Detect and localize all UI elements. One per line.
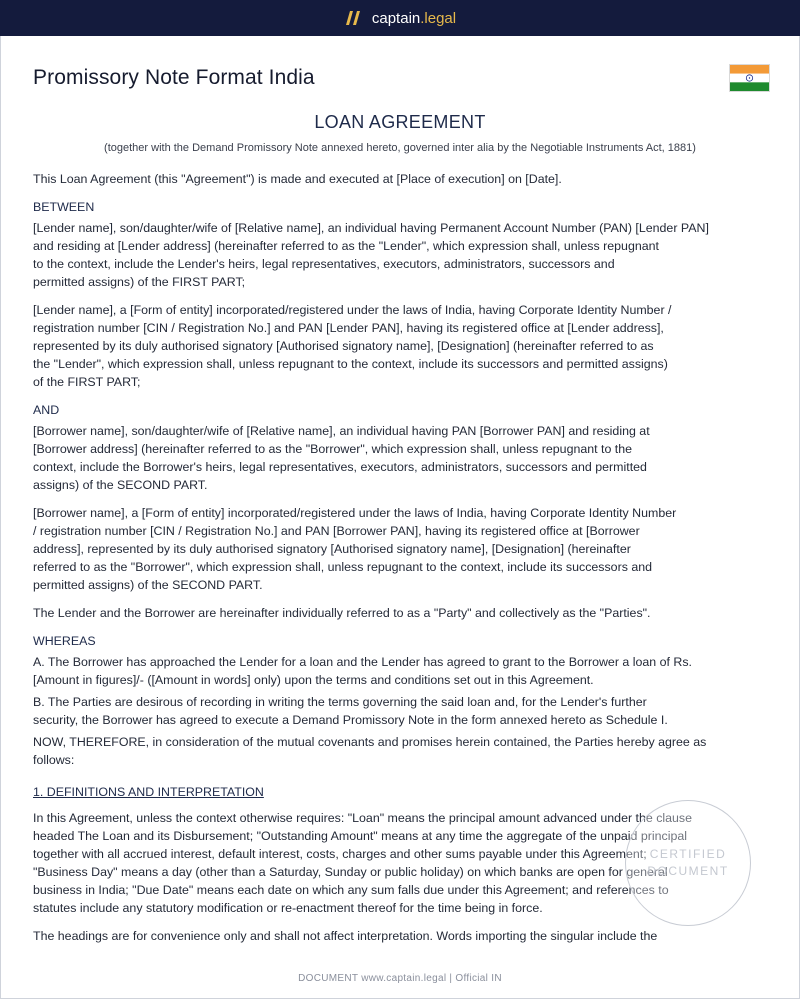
document-subheading: (together with the Demand Promissory Note annexed hereto, governed inter alia by the Negotiable Instruments Act, 1881) [104, 142, 696, 154]
document-frame [0, 36, 800, 999]
recital-a: A. The Borrower has approached the Lender for a loan and the Lender has agreed to grant to the Borrower a loan of Rs. [Amount in figures]/- ([Amount in words] only) upon the terms and conditions set out in this Agreement. [33, 655, 692, 687]
top-bar [0, 0, 800, 36]
stamp-line-2: DOCUMENT [647, 864, 729, 878]
stamp-line-1: CERTIFIED [649, 847, 727, 861]
certified-stamp [625, 800, 751, 926]
whereas-label: WHEREAS [33, 634, 96, 648]
footer-text: DOCUMENT www.captain.legal | Official IN [298, 973, 502, 984]
double-slash-logo-icon [344, 10, 364, 26]
parties-paragraph: The Lender and the Borrower are hereinafter individually referred to as a "Party" and collectively as the "Parties". [33, 606, 651, 620]
recital-b: B. The Parties are desirous of recording in writing the terms governing the said loan and, for the Lender's further security, the Borrower has agreed to execute a Demand Promissory Note in the form annexed hereto as Schedule I. [33, 695, 668, 727]
now-therefore-paragraph: NOW, THEREFORE, in consideration of the mutual covenants and promises herein contained, the Parties hereby agree as follows: [33, 735, 707, 767]
section-1-body-2: The headings are for convenience only and shall not affect interpretation. Words importing the singular include the [33, 929, 658, 943]
lender-entity-paragraph: [Lender name], a [Form of entity] incorporated/registered under the laws of India, having Corporate Identity Number / registration number [CIN / Registration No.] and PAN [Lender PAN], having its registered office at [Lender address], represented by its duly authorised signatory [Authorised signatory name], [Designation] (hereinafter referred to as the "Lender", which expression shall, unless repugnant to the context, include its successors and permitted assigns) of the FIRST PART; [33, 303, 672, 389]
page-title: Promissory Note Format India [33, 66, 315, 89]
brand-name: captain.legal [371, 9, 457, 27]
section-1-body: In this Agreement, unless the context otherwise requires: "Loan" means the principal amount advanced under the clause headed The Loan and its Disbursement; "Outstanding Amount" means at any time the aggregate of the unpaid principal together with all accrued interest, default interest, costs, charges and other sums payable under this Agreement; "Business Day" means a day (other than a Saturday, Sunday or public holiday) on which banks are open for general business in India; "Due Date" means each date on which any sum falls due under this Agreement; and references to statutes include any statutory modification or re-enactment thereof for the time being in force. [33, 811, 693, 915]
between-label: BETWEEN [33, 200, 95, 214]
and-label: AND [33, 403, 60, 417]
borrower-entity-paragraph: [Borrower name], a [Form of entity] incorporated/registered under the laws of India, having Corporate Identity Number / registration number [CIN / Registration No.] and PAN [Borrower PAN], having its registered office at [Borrower address], represented by its duly authorised signatory [Authorised signatory name], [Designation] (hereinafter referred to as the "Borrower", which expression shall, unless repugnant to the context, include its successors and permitted assigns) of the SECOND PART. [33, 506, 677, 592]
brand-logo-link[interactable] [344, 10, 456, 27]
intro-paragraph: This Loan Agreement (this "Agreement") is made and executed at [Place of execution] on [Date]. [33, 172, 562, 186]
lender-individual-paragraph: [Lender name], son/daughter/wife of [Relative name], an individual having Permanent Account Number (PAN) [Lender PAN] and residing at [Lender address] (hereinafter referred to as the "Lender", which expression shall, unless repugnant to the context, include the Lender's heirs, legal representatives, executors, administrators, successors and permitted assigns) of the FIRST PART; [33, 221, 709, 289]
document-heading: LOAN AGREEMENT [314, 112, 486, 132]
section-1-heading: 1. DEFINITIONS AND INTERPRETATION [33, 785, 264, 799]
borrower-individual-paragraph: [Borrower name], son/daughter/wife of [Relative name], an individual having PAN [Borrower PAN] and residing at [Borrower address] (hereinafter referred to as the "Borrower", which expression shall, unless repugnant to the context, include the Borrower's heirs, legal representatives, executors, administrators, successors and permitted assigns) of the SECOND PART. [33, 424, 650, 492]
india-flag-icon [729, 64, 770, 92]
